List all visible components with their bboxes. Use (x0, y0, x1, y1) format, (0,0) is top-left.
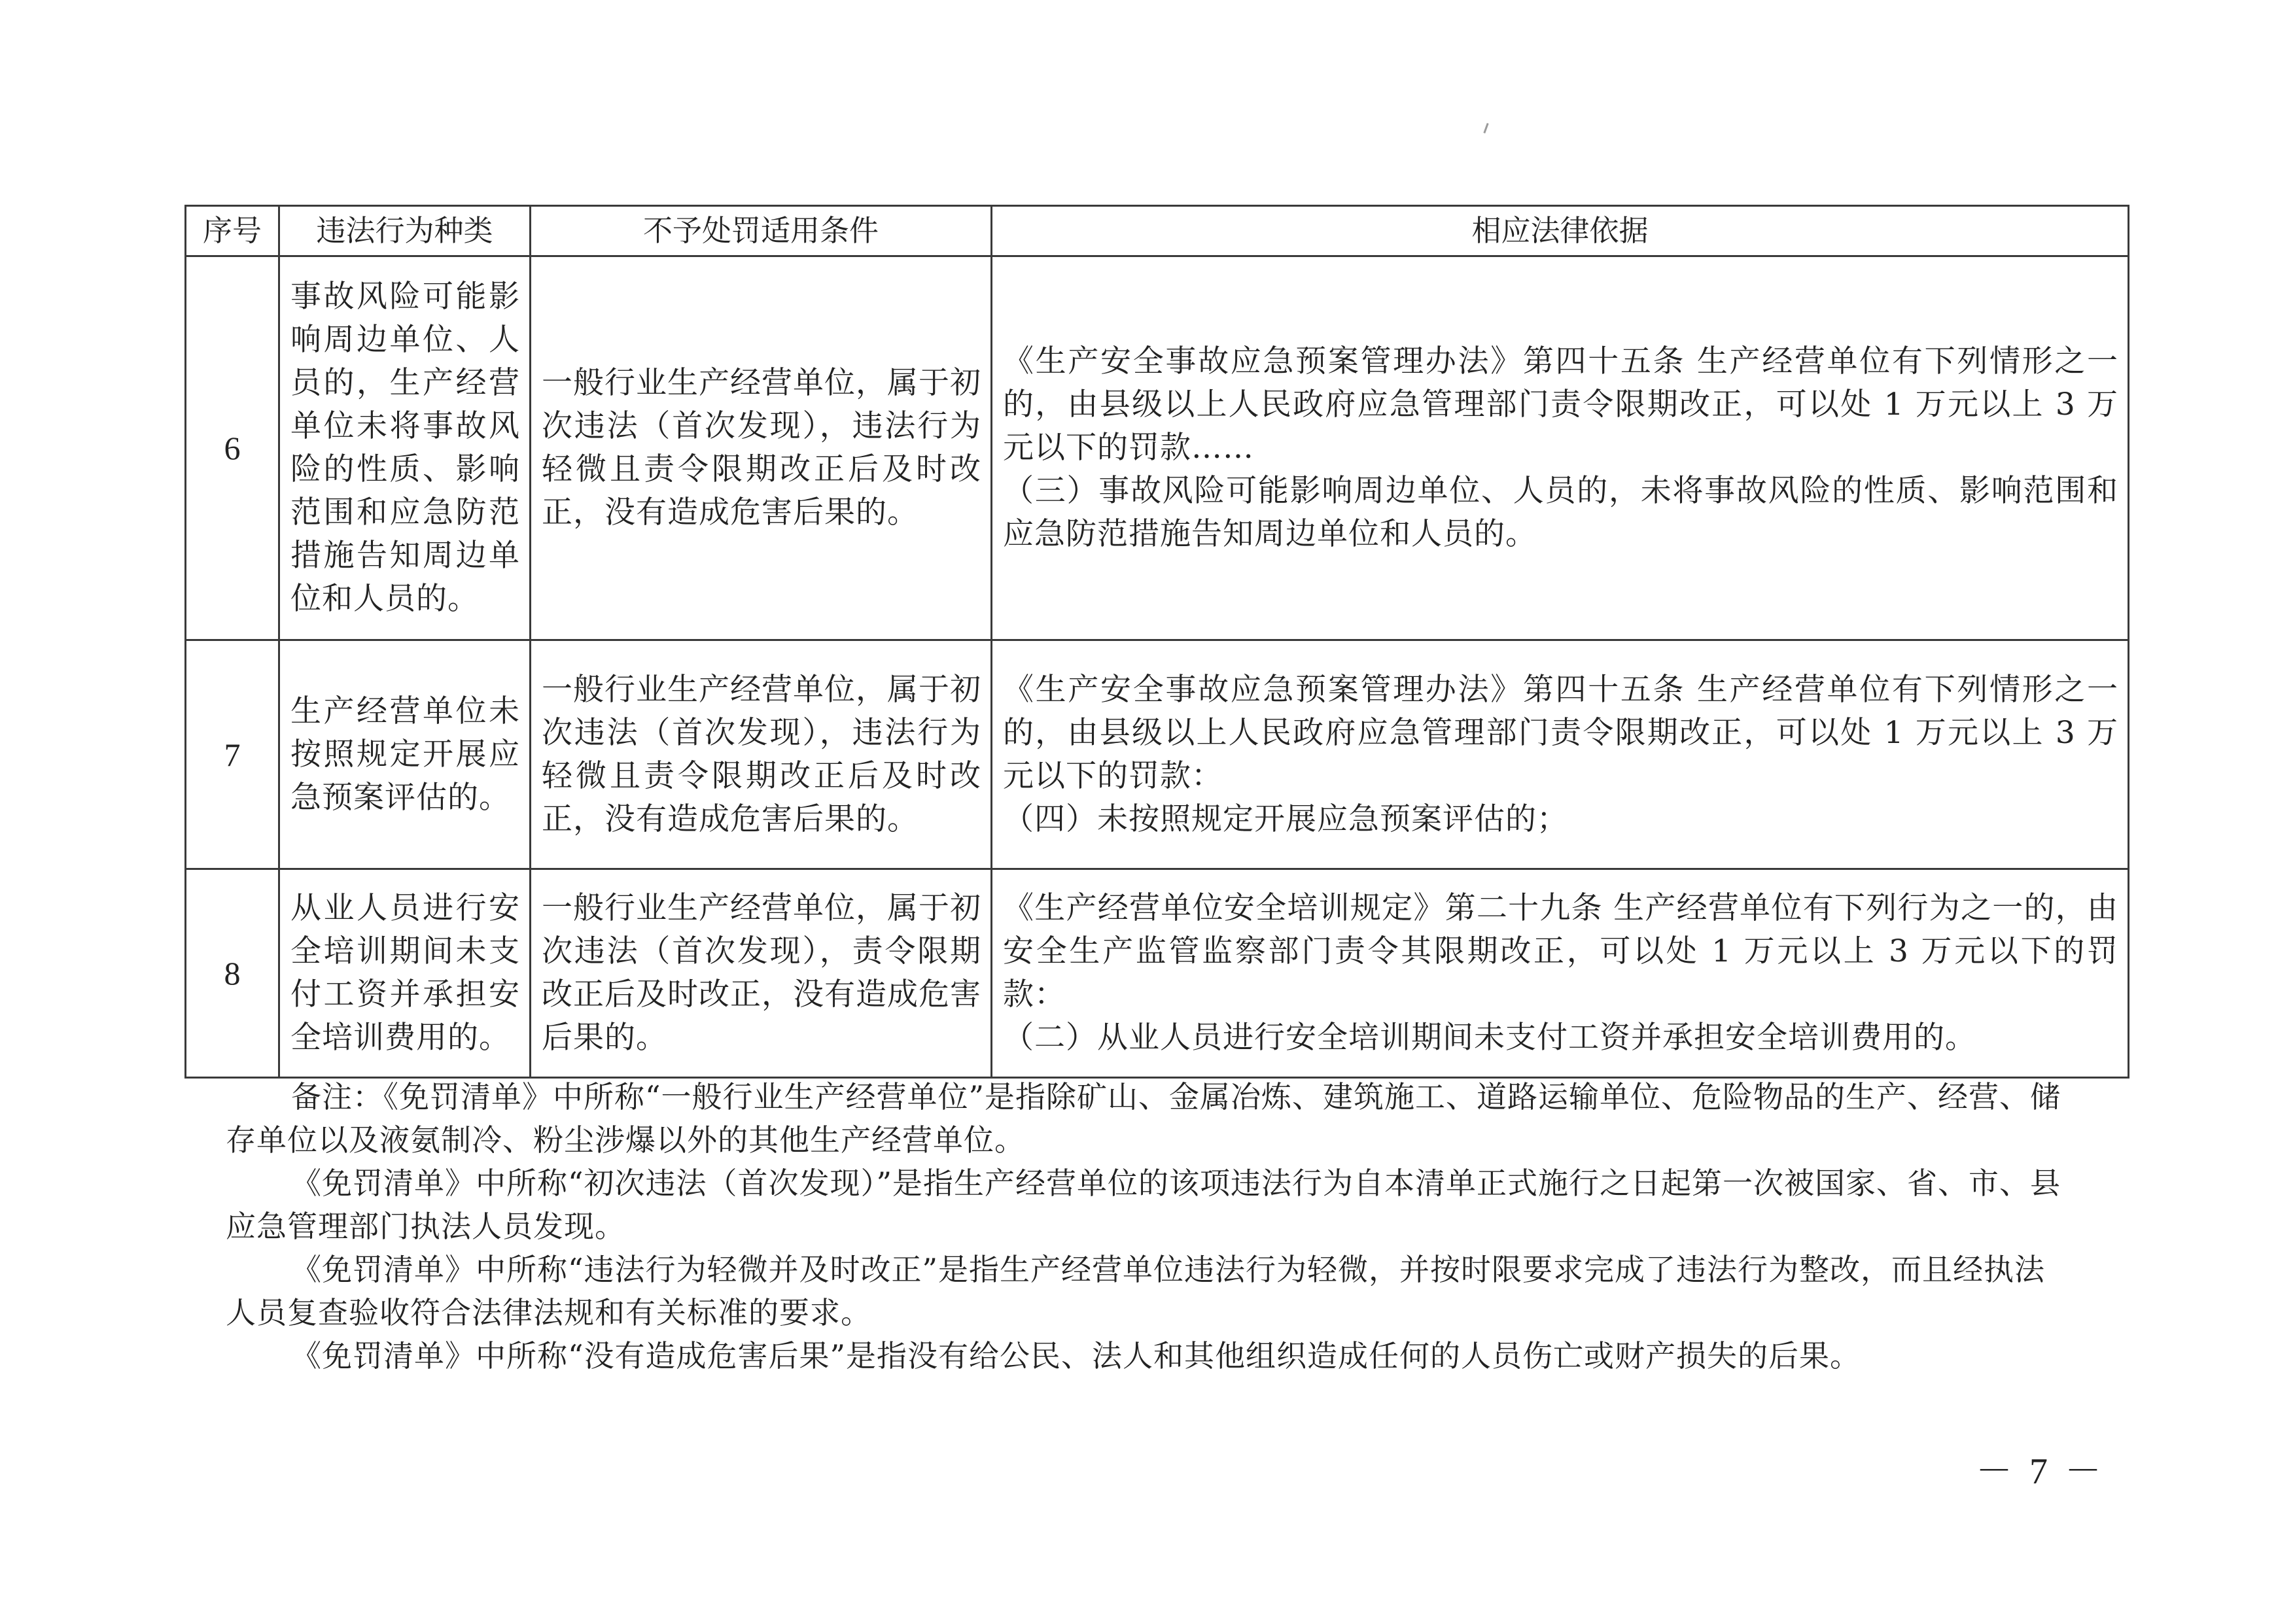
legal-basis (992, 640, 2129, 869)
legal-basis (992, 869, 2129, 1078)
remark-no-harm: 《免罚清单》中所称“没有造成危害后果”是指没有给公民、法人和其他组织造成任何的人员伤亡或财产损失的后果。 (291, 1338, 1861, 1373)
legal-basis-clause: （三）事故风险可能影响周边单位、人员的，未将事故风险的性质、影响范围和应急防范措施告知周边单位和人员的。 (1003, 473, 2118, 552)
remark-minor-violation: 《免罚清单》中所称“违法行为轻微并及时改正”是指生产经营单位违法行为轻微，并按时限要求完成了违法行为整改，而且经执法人员复查验收符合法律法规和有关标准的要求。 (226, 1252, 2046, 1330)
remark-general-industry: 备注：《免罚清单》中所称“一般行业生产经营单位”是指除矿山、金属冶炼、建筑施工、道路运输单位、危险物品的生产、经营、储存单位以及液氨制冷、粉尘涉爆以外的其他生产经营单位。 (226, 1079, 2061, 1158)
exemption-table (184, 205, 2129, 1079)
remark-first-violation: 《免罚清单》中所称“初次违法（首次发现）”是指生产经营单位的该项违法行为自本清单正式施行之日起第一次被国家、省、市、县应急管理部门执法人员发现。 (226, 1166, 2061, 1244)
legal-basis-article: 《生产安全事故应急预案管理办法》第四十五条 生产经营单位有下列情形之一的，由县级以上人民政府应急管理部门责令限期改正，可以处 1 万元以上 3 万元以下的罚款： (1003, 671, 2118, 794)
exemption-condition: 一般行业生产经营单位，属于初次违法（首次发现），责令限期改正后及时改正，没有造成危害后果的。 (531, 869, 992, 1078)
legal-basis-clause: （二）从业人员进行安全培训期间未支付工资并承担安全培训费用的。 (1003, 1020, 1976, 1056)
legal-basis-clause: （四）未按照规定开展应急预案评估的； (1003, 801, 1568, 837)
legal-basis-article: 《生产经营单位安全培训规定》第二十九条 生产经营单位有下列行为之一的，由安全生产监管监察部门责令其限期改正，可以处 1 万元以上 3 万元以下的罚款： (1003, 890, 2118, 1012)
header-index: 序号 (186, 206, 279, 256)
legal-basis (992, 256, 2129, 640)
exemption-condition: 一般行业生产经营单位，属于初次违法（首次发现），违法行为轻微且责令限期改正后及时改正，没有造成危害后果的。 (531, 640, 992, 869)
legal-basis-article: 《生产安全事故应急预案管理办法》第四十五条 生产经营单位有下列情形之一的，由县级以上人民政府应急管理部门责令限期改正，可以处 1 万元以上 3 万元以下的罚款…… (1003, 343, 2118, 466)
row-index: 6 (186, 256, 279, 640)
row-index: 7 (186, 640, 279, 869)
violation-kind: 从业人员进行安全培训期间未支付工资并承担安全培训费用的。 (279, 869, 531, 1078)
remarks (226, 1075, 2071, 1377)
page-number: － 7 － (1976, 1451, 2105, 1492)
exemption-condition: 一般行业生产经营单位，属于初次违法（首次发现），违法行为轻微且责令限期改正后及时改正，没有造成危害后果的。 (531, 256, 992, 640)
table-row (186, 869, 2129, 1078)
violation-kind: 生产经营单位未按照规定开展应急预案评估的。 (279, 640, 531, 869)
header-legal-basis: 相应法律依据 (992, 206, 2129, 256)
table-header-row (186, 206, 2129, 256)
header-exemption-condition: 不予处罚适用条件 (531, 206, 992, 256)
table-row (186, 256, 2129, 640)
row-index: 8 (186, 869, 279, 1078)
scan-mark (1483, 123, 1488, 133)
table-row (186, 640, 2129, 869)
header-violation-kind: 违法行为种类 (279, 206, 531, 256)
violation-kind: 事故风险可能影响周边单位、人员的，生产经营单位未将事故风险的性质、影响范围和应急防范措施告知周边单位和人员的。 (279, 256, 531, 640)
